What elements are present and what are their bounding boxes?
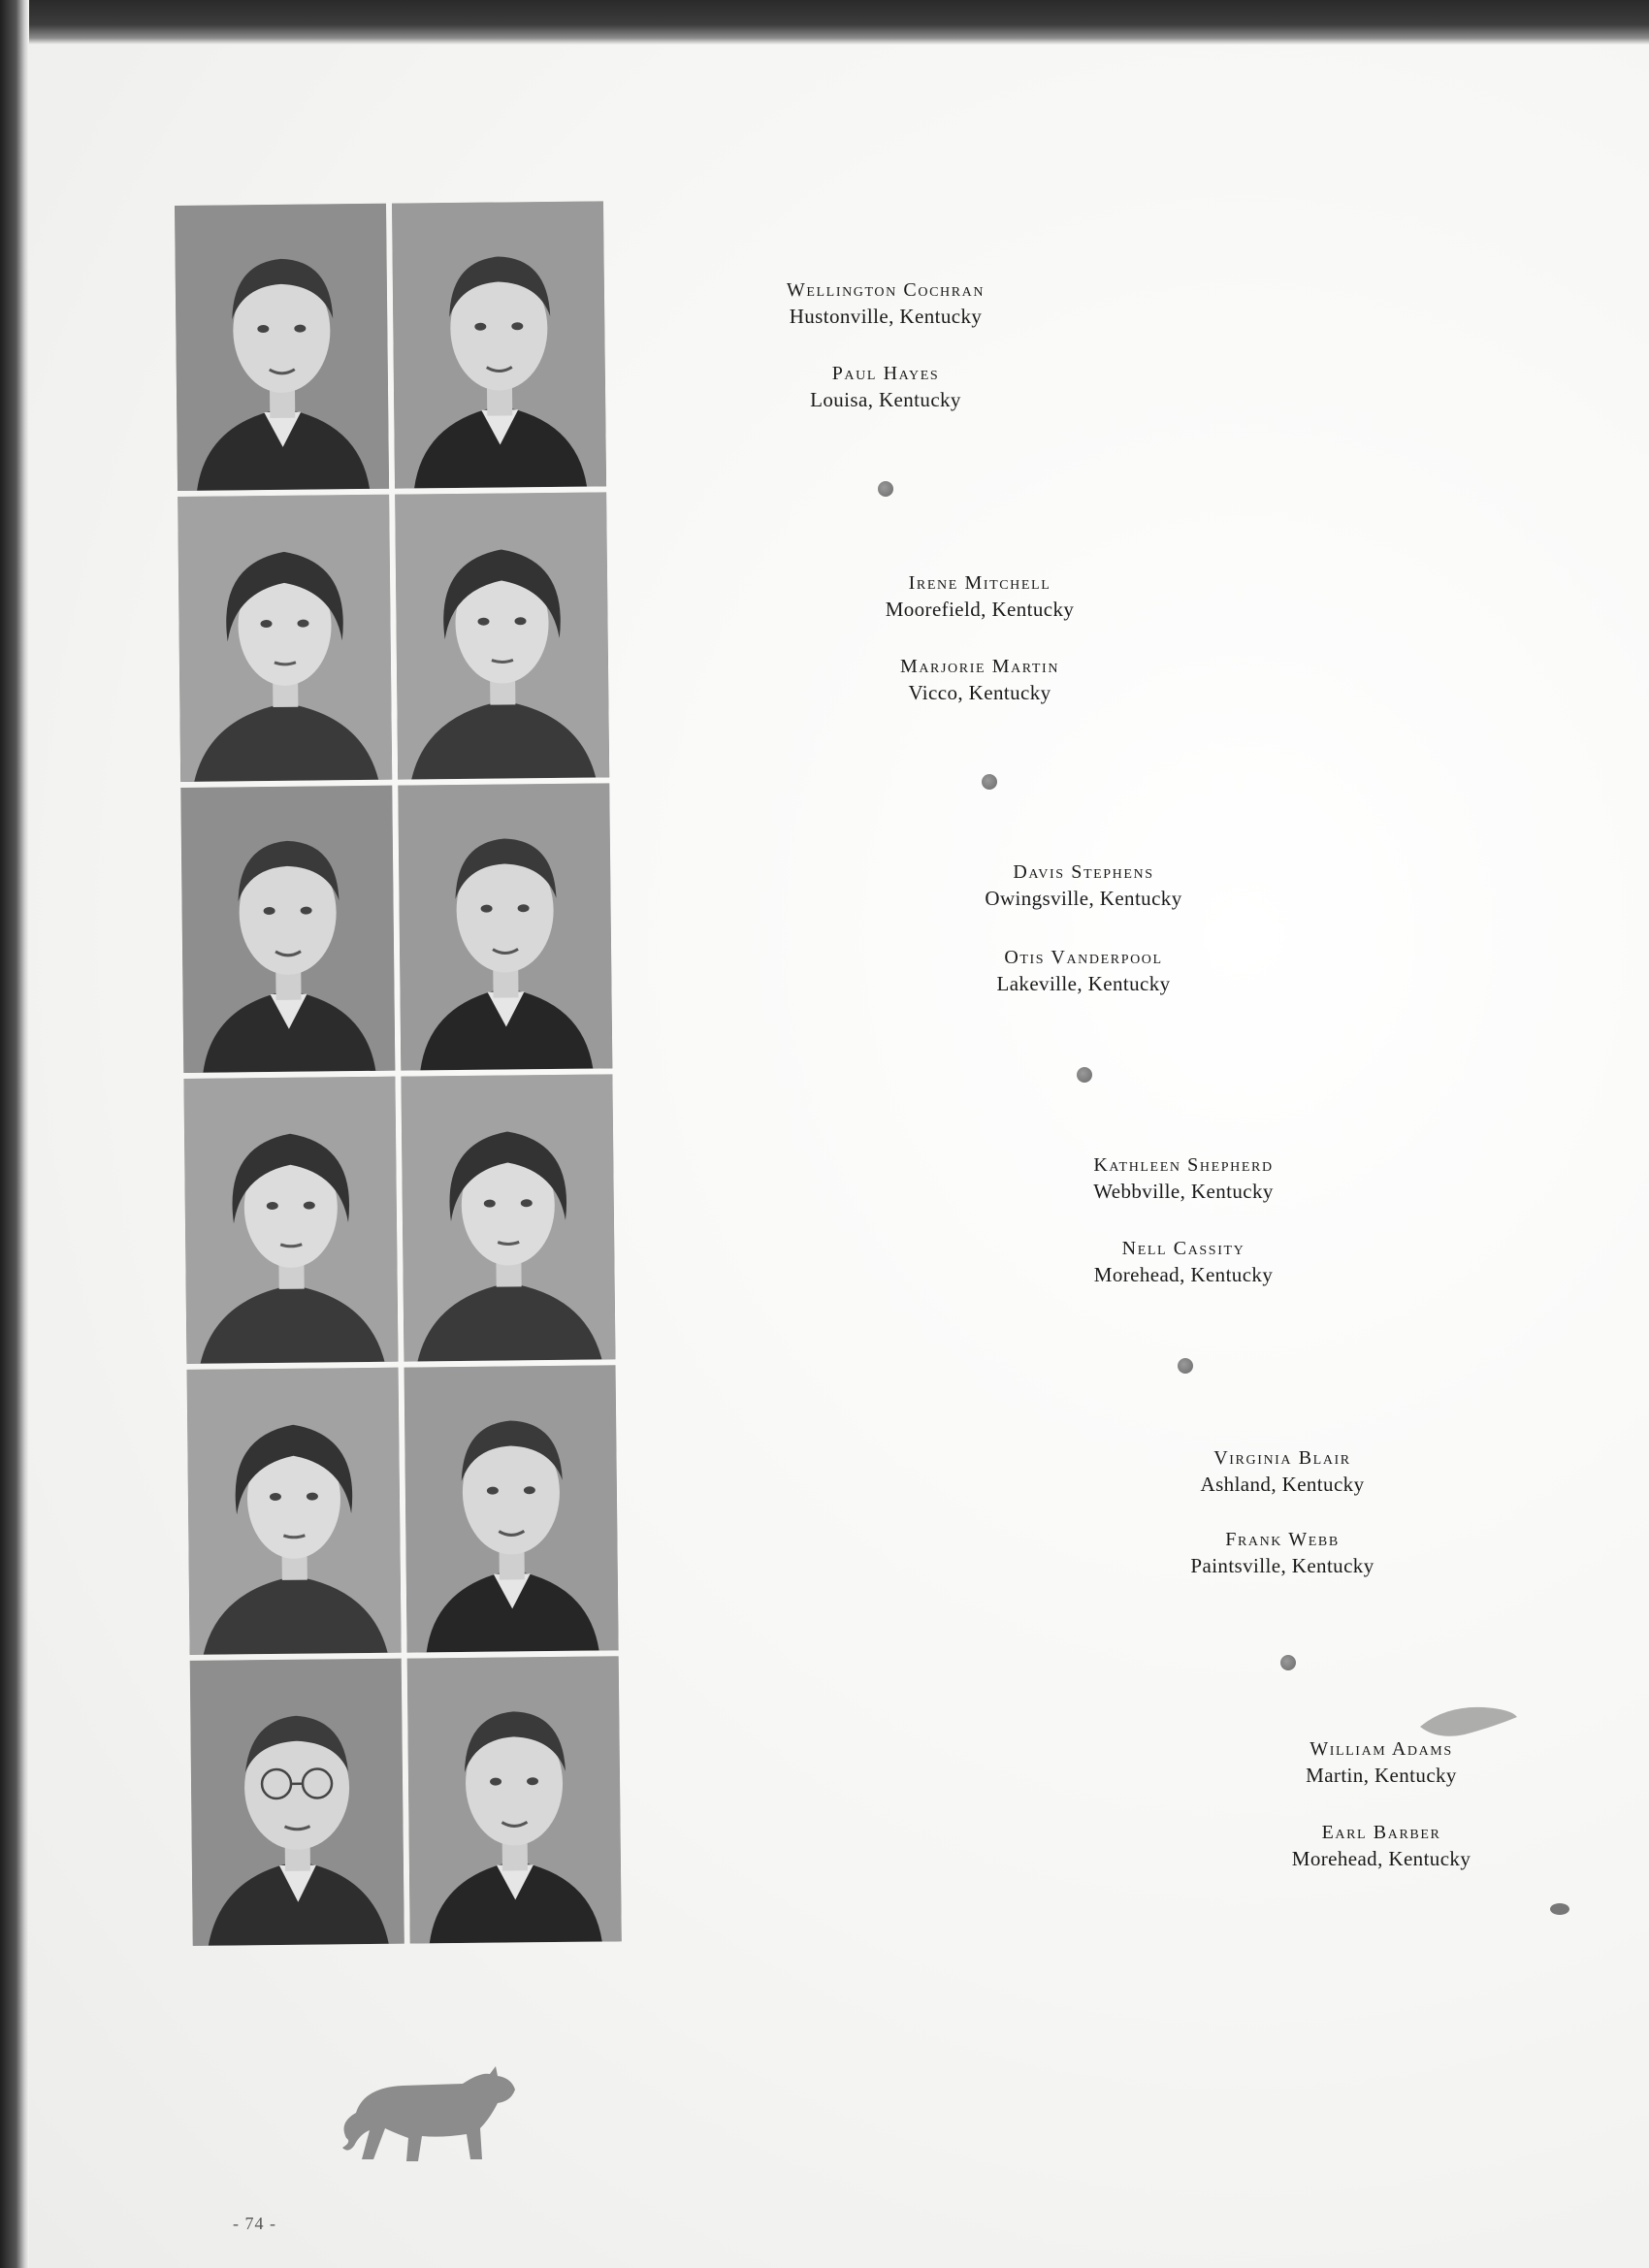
student-hometown: Louisa, Kentucky — [810, 388, 961, 411]
student-entry — [980, 1236, 1387, 1288]
separator-dot — [982, 774, 997, 790]
separator-dot — [1280, 1655, 1296, 1670]
bull-icon — [335, 2045, 529, 2171]
tape-smudge — [1416, 1698, 1523, 1742]
student-entry — [682, 361, 1089, 413]
student-name: Virginia Blair — [1213, 1447, 1351, 1469]
student-hometown: Morehead, Kentucky — [1093, 1263, 1274, 1286]
student-name: Otis Vanderpool — [1004, 947, 1163, 968]
student-name: Earl Barber — [1321, 1822, 1441, 1843]
student-name: Nell Cassity — [1121, 1238, 1245, 1259]
student-entry — [1178, 1736, 1585, 1789]
student-entry — [980, 1152, 1387, 1205]
student-hometown: Paintsville, Kentucky — [1190, 1554, 1374, 1577]
page-number: - 74 - — [233, 2214, 276, 2233]
student-hometown: Owingsville, Kentucky — [985, 887, 1182, 910]
student-name: Wellington Cochran — [786, 279, 986, 301]
student-entry — [880, 945, 1287, 997]
student-entry — [776, 570, 1183, 623]
student-hometown: Lakeville, Kentucky — [996, 972, 1171, 995]
student-hometown: Moorefield, Kentucky — [885, 598, 1075, 621]
student-name: Kathleen Shepherd — [1093, 1154, 1274, 1176]
student-name: William Adams — [1310, 1738, 1453, 1760]
separator-dot — [878, 481, 893, 497]
ink-smudge — [1550, 1903, 1569, 1915]
separator-dot — [1077, 1067, 1092, 1083]
student-entry — [776, 654, 1183, 706]
student-entry — [1178, 1820, 1585, 1872]
student-hometown: Martin, Kentucky — [1306, 1764, 1457, 1787]
student-hometown: Webbville, Kentucky — [1093, 1180, 1274, 1203]
student-name: Davis Stephens — [1013, 861, 1154, 883]
student-hometown: Vicco, Kentucky — [908, 681, 1051, 704]
student-name: Frank Webb — [1225, 1529, 1340, 1550]
separator-dot — [1178, 1358, 1193, 1374]
student-entry — [1079, 1445, 1486, 1498]
student-name: Paul Hayes — [831, 363, 940, 384]
student-hometown: Ashland, Kentucky — [1200, 1473, 1365, 1496]
student-hometown: Hustonville, Kentucky — [789, 305, 983, 328]
student-hometown: Morehead, Kentucky — [1291, 1847, 1471, 1870]
student-name: Marjorie Martin — [899, 656, 1060, 677]
student-entry — [682, 277, 1089, 330]
student-name: Irene Mitchell — [908, 572, 1051, 594]
student-entry — [880, 859, 1287, 912]
student-entry — [1079, 1527, 1486, 1579]
